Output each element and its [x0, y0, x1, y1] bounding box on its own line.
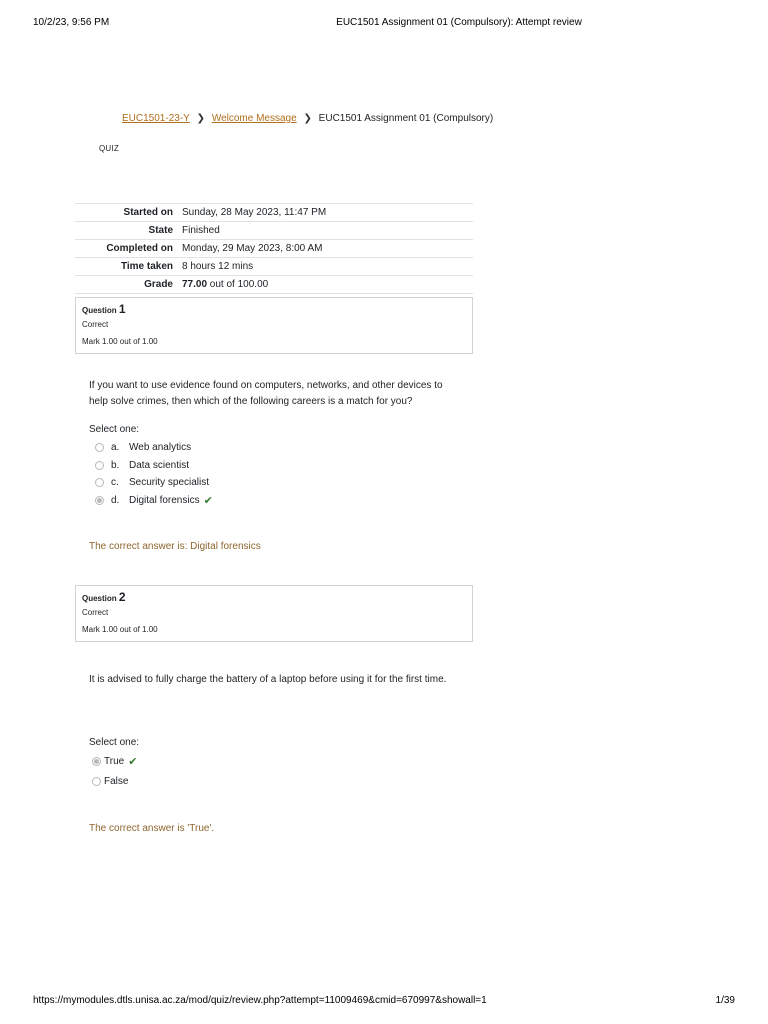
grade-cell	[178, 276, 473, 294]
breadcrumb	[122, 113, 493, 124]
radio-button[interactable]	[92, 777, 101, 786]
summary-label: State	[148, 225, 173, 236]
summary-value: 8 hours 12 mins	[182, 261, 254, 272]
answer-label: False	[104, 775, 129, 787]
print-datetime: 10/2/23, 9:56 PM	[33, 17, 110, 28]
summary-value: Finished	[182, 225, 220, 236]
answer-letter: b.	[111, 459, 120, 471]
answer-option[interactable]	[92, 771, 137, 791]
print-header	[33, 17, 735, 31]
question-1-answers	[95, 439, 213, 509]
radio-button[interactable]	[95, 443, 104, 452]
radio-button[interactable]	[95, 478, 104, 487]
answer-letter: c.	[111, 477, 119, 489]
answer-letter: d.	[111, 495, 120, 507]
question-state: Correct	[82, 320, 109, 329]
breadcrumb-course-link[interactable]: EUC1501-23-Y	[122, 113, 190, 124]
check-icon: ✔	[128, 755, 138, 768]
answer-label: Data scientist	[129, 459, 190, 471]
summary-label: Completed on	[106, 243, 173, 254]
chevron-right-icon: ❯	[196, 113, 205, 124]
check-icon: ✔	[203, 495, 213, 508]
summary-row	[75, 222, 473, 240]
summary-row	[75, 240, 473, 258]
grade-label: Grade	[144, 279, 173, 290]
question-2-prompt: Select one:	[89, 737, 140, 748]
question-2-feedback: The correct answer is 'True'.	[89, 823, 215, 834]
answer-option[interactable]	[95, 492, 213, 510]
breadcrumb-section-link[interactable]: Welcome Message	[211, 113, 297, 124]
radio-button-checked[interactable]	[92, 757, 101, 766]
answer-label: True	[104, 755, 125, 767]
attempt-summary-table	[75, 203, 473, 294]
breadcrumb-current: EUC1501 Assignment 01 (Compulsory)	[318, 113, 494, 124]
question-2-answers	[92, 751, 137, 791]
answer-label: Web analytics	[129, 442, 192, 454]
chevron-right-icon: ❯	[303, 113, 312, 124]
question-number: Question 1	[82, 302, 126, 316]
answer-letter: a.	[111, 442, 120, 454]
answer-label: Security specialist	[129, 477, 210, 489]
radio-button-checked[interactable]	[95, 496, 104, 505]
activity-type-label: QUIZ	[99, 144, 119, 153]
question-1-prompt: Select one:	[89, 424, 140, 435]
radio-button[interactable]	[95, 461, 104, 470]
summary-value: Monday, 29 May 2023, 8:00 AM	[182, 243, 323, 254]
summary-row	[75, 204, 473, 222]
question-1-feedback: The correct answer is: Digital forensics	[89, 541, 261, 552]
question-2-text: It is advised to fully charge the battery of a laptop before using it for the first time.	[89, 674, 447, 685]
answer-option[interactable]	[95, 439, 213, 457]
question-2-info	[75, 585, 473, 642]
page-number: 1/39	[715, 995, 735, 1006]
answer-option[interactable]	[95, 457, 213, 475]
question-mark: Mark 1.00 out of 1.00	[82, 625, 158, 634]
answer-label: Digital forensics	[129, 495, 200, 507]
answer-option[interactable]	[92, 751, 137, 771]
question-1-text: If you want to use evidence found on computers, networks, and other devices to help solve crimes, then which of the following careers is a match for you?	[89, 380, 443, 407]
summary-row	[75, 258, 473, 276]
summary-label: Time taken	[120, 261, 173, 272]
print-title: EUC1501 Assignment 01 (Compulsory): Attempt review	[336, 17, 582, 28]
grade-suffix: out of 100.00	[207, 279, 269, 290]
question-1-info	[75, 297, 473, 354]
summary-row-grade	[75, 276, 473, 294]
question-mark: Mark 1.00 out of 1.00	[82, 337, 158, 346]
question-state: Correct	[82, 608, 109, 617]
print-url: https://mymodules.dtls.unisa.ac.za/mod/quiz/review.php?attempt=11009469&cmid=670997&showall=1	[33, 995, 487, 1006]
question-number: Question 2	[82, 590, 126, 604]
summary-label: Started on	[123, 207, 173, 218]
grade-value: 77.00	[182, 279, 208, 290]
summary-value: Sunday, 28 May 2023, 11:47 PM	[182, 207, 327, 218]
answer-option[interactable]	[95, 474, 213, 492]
print-footer	[33, 995, 735, 1006]
